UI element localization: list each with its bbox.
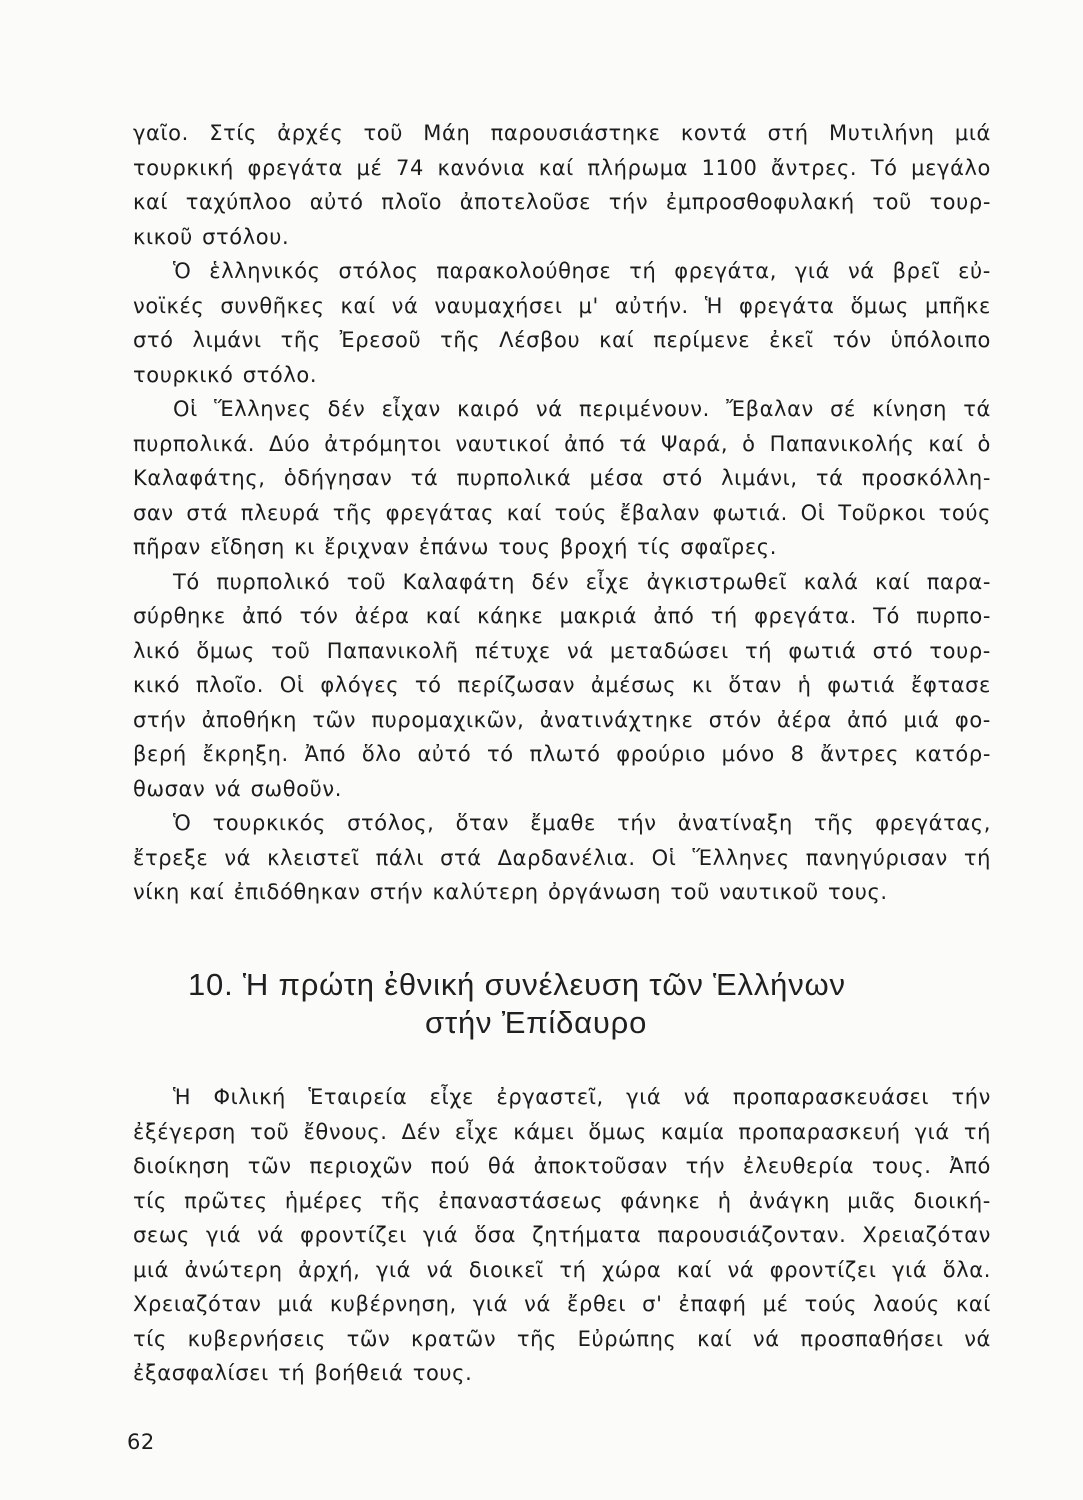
text-line: Καλαφάτης, ὁδήγησαν τά πυρπολικά μέσα στό λιμάνι, τά προσκόλλη- (133, 466, 991, 490)
text-line: σεως γιά νά φροντίζει γιά ὅσα ζητήματα παρουσιάζονταν. Χρειαζόταν (133, 1223, 991, 1247)
text-line: θωσαν νά σωθοῦν. (133, 776, 342, 801)
text-line: Τό πυρπολικό τοῦ Καλαφάτη δέν εἶχε ἀγκιστρωθεῖ καλά καί παρα- (173, 569, 991, 594)
text-line: σαν στά πλευρά τῆς φρεγάτας καί τούς ἔβαλαν φωτιά. Οἱ Τοῦρκοι τούς (133, 500, 991, 525)
text-line: ἔτρεξε νά κλειστεῖ πάλι στά Δαρδανέλια. Οἱ Ἕλληνες πανηγύρισαν τή (133, 845, 991, 870)
text-line: Ὁ τουρκικός στόλος, ὅταν ἔμαθε τήν ἀνατίναξη τῆς φρεγάτας, (173, 811, 991, 835)
text-line: διοίκηση τῶν περιοχῶν πού θά ἀποκτοῦσαν τήν ἐλευθερία τους. Ἀπό (133, 1154, 991, 1178)
text-line: Ὁ ἑλληνικός στόλος παρακολούθησε τή φρεγάτα, γιά νά βρεῖ εὐ- (173, 259, 991, 283)
text-line: κικοῦ στόλου. (133, 224, 290, 249)
text-line: γαῖο. Στίς ἀρχές τοῦ Μάη παρουσιάστηκε κοντά στή Μυτιλήνη μιά (133, 121, 991, 145)
text-line: πυρπολικά. Δύο ἀτρόμητοι ναυτικοί ἀπό τά Ψαρά, ὁ Παπανικολής καί ὁ (133, 431, 991, 456)
section-heading (133, 966, 991, 1042)
text-line: τουρκική φρεγάτα μέ 74 κανόνια καί πλήρωμα 1100 ἄντρες. Τό μεγάλο (133, 155, 991, 180)
text-line: τίς κυβερνήσεις τῶν κρατῶν τῆς Εὐρώπης καί νά προσπαθήσει νά (133, 1326, 991, 1351)
section-heading-line-1: 10. Ἡ πρώτη ἐθνική συνέλευση τῶν Ἑλλήνων (188, 967, 846, 1002)
text-line: Οἱ Ἕλληνες δέν εἶχαν καιρό νά περιμένουν. Ἔβαλαν σέ κίνηση τά (173, 397, 991, 421)
text-line: κικό πλοῖο. Οἱ φλόγες τό περίζωσαν ἀμέσως κι ὅταν ἡ φωτιά ἔφτασε (133, 673, 991, 697)
text-line: τίς πρῶτες ἡμέρες τῆς ἐπαναστάσεως φάνηκε ἡ ἀνάγκη μιᾶς διοική- (133, 1188, 991, 1213)
page-number: 62 (127, 1430, 155, 1454)
text-line: μιά ἀνώτερη ἀρχή, γιά νά διοικεῖ τή χώρα καί νά φροντίζει γιά ὅλα. (133, 1257, 991, 1282)
text-line: στήν ἀποθήκη τῶν πυρομαχικῶν, ἀνατινάχτηκε στόν ἀέρα ἀπό μιά φο- (133, 707, 991, 732)
text-line: ἐξασφαλίσει τή βοήθειά τους. (133, 1361, 473, 1385)
text-line: σύρθηκε ἀπό τόν ἀέρα καί κάηκε μακριά ἀπό τή φρεγάτα. Τό πυρπο- (133, 604, 991, 628)
text-line: ἐξέγερση τοῦ ἔθνους. Δέν εἶχε κάμει ὅμως καμία προπαρασκευή γιά τή (133, 1119, 991, 1144)
text-line: Ἡ Φιλική Ἑταιρεία εἶχε ἐργαστεῖ, γιά νά προπαρασκευάσει τήν (173, 1085, 991, 1109)
text-line: Χρειαζόταν μιά κυβέρνηση, γιά νά ἔρθει σ' ἐπαφή μέ τούς λαούς καί (133, 1292, 991, 1316)
text-line: βερή ἔκρηξη. Ἀπό ὅλο αὐτό τό πλωτό φρούριο μόνο 8 ἄντρες κατόρ- (133, 742, 991, 766)
text-line: τουρκικό στόλο. (133, 362, 318, 387)
section-heading-line-2: στήν Ἐπίδαυρο (425, 1005, 648, 1040)
text-line: στό λιμάνι τῆς Ἐρεσοῦ τῆς Λέσβου καί περίμενε ἐκεῖ τόν ὑπόλοιπο (133, 328, 991, 352)
text-line: καί ταχύπλοο αὐτό πλοῖο ἀποτελοῦσε τήν ἐμπροσθοφυλακή τοῦ τουρ- (133, 190, 991, 214)
text-line: πῆραν εἴδηση κι ἔριχναν ἐπάνω τους βροχή τίς σφαῖρες. (133, 535, 778, 559)
text-line: λικό ὅμως τοῦ Παπανικολῆ πέτυχε νά μεταδώσει τή φωτιά στό τουρ- (133, 638, 991, 663)
body-text-bottom (133, 1080, 991, 1391)
text-line: νοϊκές συνθῆκες καί νά ναυμαχήσει μ' αὐτήν. Ἡ φρεγάτα ὅμως μπῆκε (133, 293, 991, 318)
text-line: νίκη καί ἐπιδόθηκαν στήν καλύτερη ὀργάνωση τοῦ ναυτικοῦ τους. (133, 880, 888, 904)
body-text-top (133, 116, 991, 910)
